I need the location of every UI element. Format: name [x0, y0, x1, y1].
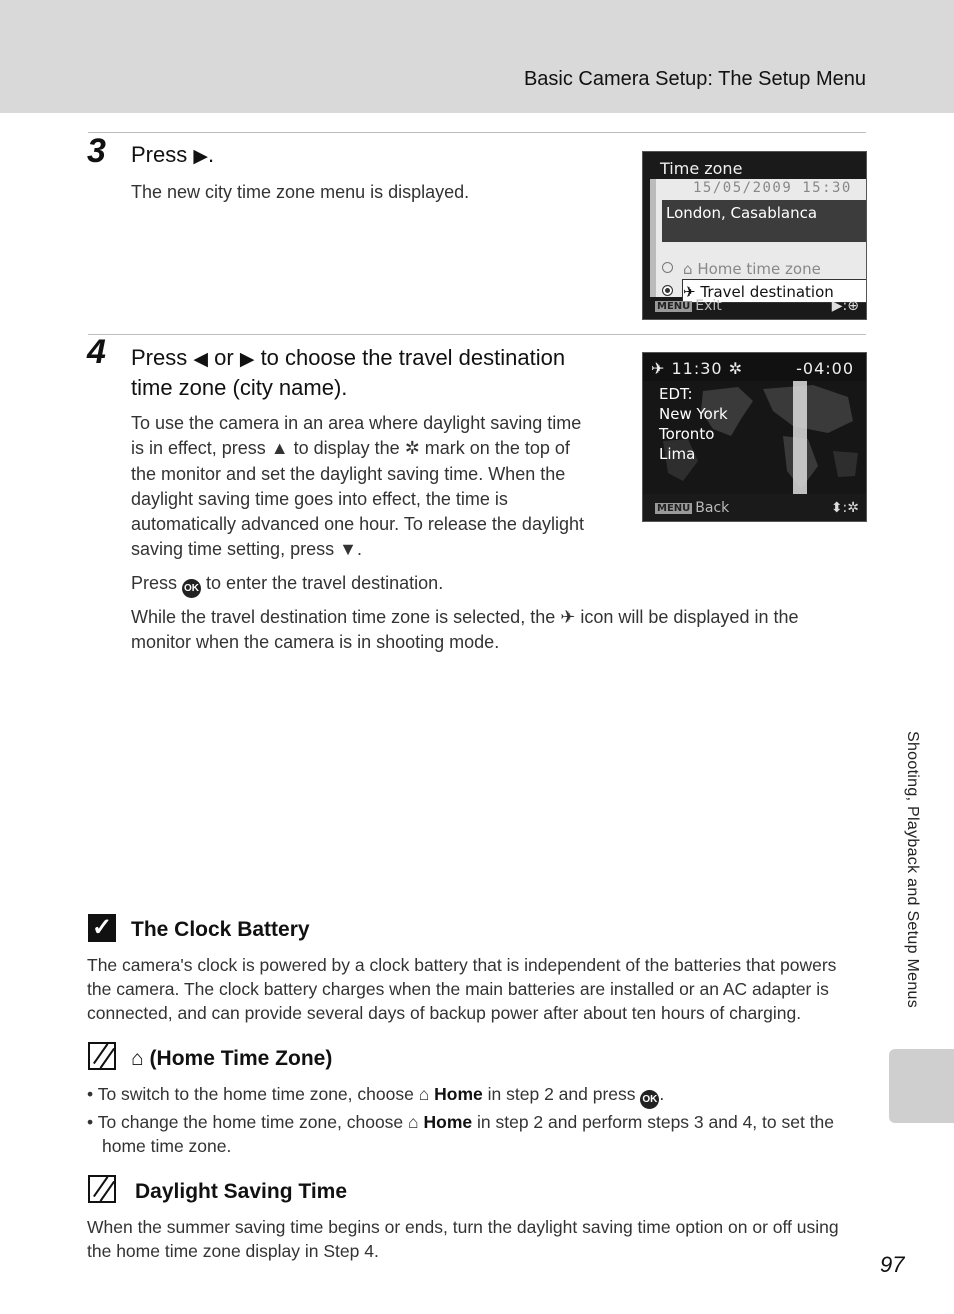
para1-line6-a: saving time setting, press: [131, 539, 335, 560]
option-home-time-zone: [662, 260, 821, 278]
step4-para2: [131, 571, 443, 598]
left-arrow-icon: ◀: [193, 349, 208, 370]
step4-title-or: or: [214, 345, 234, 370]
time-zone-screen: [642, 151, 867, 320]
airplane-icon: ✈: [683, 283, 696, 301]
screen2-footer: [655, 500, 729, 516]
pencil-icon: [88, 1042, 116, 1070]
radio-on-icon: [662, 285, 673, 296]
note-dst-line1: When the summer saving time begins or ends, turn the daylight saving time option on or off using: [87, 1217, 839, 1237]
world-map-screen: [642, 352, 867, 522]
para1-line4: daylight saving time goes into effect, the time is: [131, 488, 508, 509]
screen1-footer: [655, 298, 722, 314]
para1-line1: To use the camera in an area where daylight saving time: [131, 413, 582, 433]
home-icon: ⌂: [683, 260, 693, 278]
step4-para3: [131, 605, 799, 656]
para1-line2-c: mark on the top of: [424, 438, 570, 459]
screen2-time-value: 11:30: [671, 359, 723, 378]
para2-b: to enter the travel destination.: [206, 573, 444, 593]
city-label: Toronto: [659, 425, 715, 443]
exit-label: Exit: [695, 298, 722, 314]
note-clock-title: The Clock Battery: [131, 918, 310, 941]
para1-line2: [131, 436, 584, 461]
menu-button-icon: MENU: [657, 301, 691, 312]
travel-icon: ✈: [560, 607, 576, 627]
para1-line2-a: is in effect, press: [131, 438, 266, 459]
dst-icon: ✲: [404, 438, 420, 459]
bullet1-home: Home: [434, 1084, 483, 1104]
ok-button-icon: OK: [182, 579, 201, 598]
city-label: EDT:: [659, 385, 693, 403]
right-arrow-icon: ▶: [239, 349, 255, 370]
step4-number: 4: [87, 333, 106, 371]
page-header: [0, 0, 954, 113]
step3-number: 3: [87, 132, 106, 170]
screen2-offset: -04:00: [796, 359, 854, 378]
option-home-label: Home time zone: [697, 260, 821, 278]
step3-body: The new city time zone menu is displayed.: [131, 182, 470, 202]
step3-title: [131, 140, 214, 172]
bullet1-b: in step 2 and press: [487, 1084, 636, 1104]
step4-title-rest: to choose the travel destination: [260, 345, 566, 370]
step3-title-suffix: .: [208, 142, 215, 167]
step4-title-line1: [131, 343, 565, 375]
back-label: Back: [695, 500, 730, 516]
para1-line6: saving time setting, press ▼.: [131, 539, 362, 560]
up-arrow-icon: ▲: [270, 438, 289, 459]
home-icon: ⌂: [408, 1112, 419, 1132]
para1-line3: the monitor and set the daylight saving time. When the: [131, 463, 566, 484]
screen1-panel: [650, 179, 867, 301]
step4-title-line2: time zone (city name).: [131, 375, 348, 400]
screen1-date: 15/05/2009 15:30: [693, 180, 852, 196]
airplane-icon: ✈: [651, 359, 666, 378]
city-label: Lima: [659, 445, 696, 463]
note-home-title-text: (Home Time Zone): [149, 1047, 333, 1070]
radio-off-icon: [662, 262, 673, 273]
right-arrow-icon: ▶: [193, 146, 208, 167]
para2-a: Press: [131, 573, 178, 593]
ok-button-icon: OK: [640, 1090, 659, 1109]
check-icon: ✓: [88, 914, 116, 942]
screen1-city: London, Casablanca: [662, 200, 866, 242]
world-map: [643, 381, 866, 494]
note-home-title: [131, 1047, 332, 1071]
note-dst-body: [87, 1215, 839, 1263]
time-zone-band: [793, 381, 807, 494]
note-home-bullet1: • To switch to the home time zone, choose ⌂ Home in step 2 and press OK .: [87, 1082, 664, 1109]
note-dst-title: Daylight Saving Time: [135, 1180, 347, 1203]
home-icon: ⌂: [131, 1047, 144, 1070]
bullet2-a: To change the home time zone, choose: [97, 1112, 404, 1132]
down-arrow-icon: ▼: [339, 539, 357, 560]
pencil-icon: [88, 1175, 116, 1203]
para1-line5: automatically advanced one hour. To release the daylight: [131, 514, 584, 535]
para1-line2-b: to display the: [293, 438, 400, 459]
bullet2-line2: home time zone.: [102, 1136, 232, 1156]
para3-b: icon will be displayed in the: [580, 607, 799, 627]
city-label: New York: [659, 405, 728, 423]
header-title: Basic Camera Setup: The Setup Menu: [523, 68, 866, 90]
screen1-title: Time zone: [660, 159, 743, 178]
note-clock-line2: the camera. The clock battery charges when the main batteries are installed or an AC adapter is: [87, 979, 829, 999]
menu-button-icon: MENU: [657, 503, 691, 514]
para3-line1: [131, 605, 799, 630]
bullet2-home: Home: [423, 1112, 473, 1132]
note-dst-line2: the home time zone display in Step 4.: [87, 1241, 379, 1261]
para3-a: While the travel destination time zone is selected, the: [131, 607, 556, 627]
dst-toggle-icon: ⬍:✲: [830, 500, 859, 516]
bullet1-a: To switch to the home time zone, choose: [97, 1084, 414, 1104]
step4-para1: [131, 411, 584, 563]
option-travel-label: Travel destination: [700, 283, 834, 301]
bullet2-b: in step 2 and perform steps 3 and 4, to set the: [477, 1112, 835, 1132]
note-clock-body: [87, 953, 836, 1025]
globe-nav-icon: ▶:⊕: [831, 298, 859, 314]
note-clock-line1: The camera's clock is powered by a clock battery that is independent of the batteries that powers: [87, 955, 837, 975]
note-home-bullet2: • To change the home time zone, choose ⌂ Home in step 2 and perform steps 3 and 4, to set the home time zone.: [87, 1112, 835, 1156]
note-clock-line3: connected, and can provide several days of backup power after about ten hours of charging.: [87, 1003, 802, 1023]
para3-line2: monitor when the camera is in shooting mode.: [131, 632, 500, 653]
screen2-topbar: [643, 353, 866, 381]
section-tab: [889, 1049, 954, 1123]
page-number: 97: [880, 1252, 905, 1277]
step3-title-prefix: Press: [131, 142, 188, 167]
step4-rule: [88, 334, 866, 335]
section-sidebar-label: Shooting, Playback and Setup Menus: [904, 731, 921, 1009]
step3-rule: [88, 132, 866, 133]
step4-title-press: Press: [131, 345, 188, 370]
home-icon: ⌂: [418, 1084, 430, 1104]
dst-icon: ✲: [728, 359, 744, 378]
screen2-time: [651, 359, 743, 378]
